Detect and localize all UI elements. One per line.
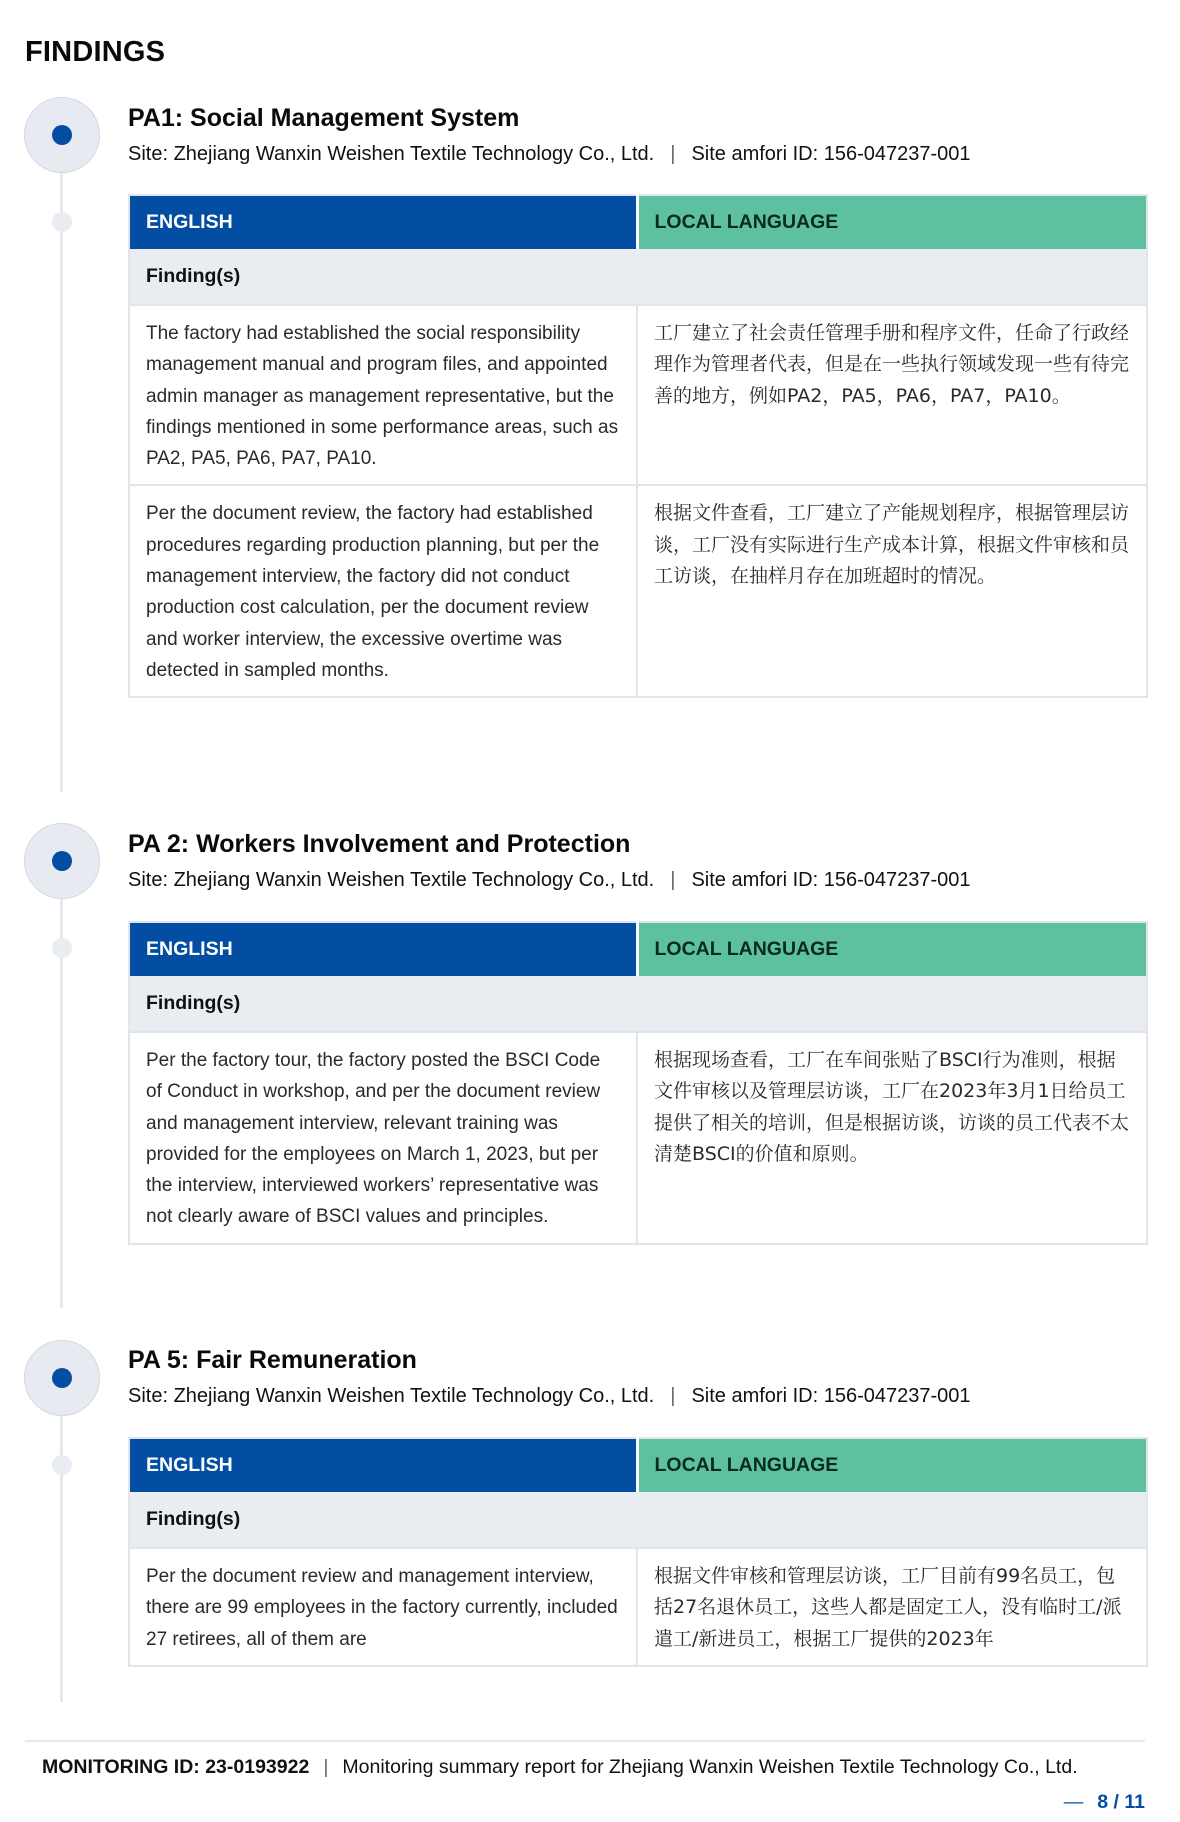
findings-table (128, 921, 1148, 1245)
page-current: 8 (1097, 1791, 1109, 1813)
page-sep: / (1108, 1791, 1125, 1813)
site-id: Site amfori ID: 156-047237-001 (691, 143, 971, 165)
table-row (129, 305, 1147, 485)
timeline-marker-icon (52, 212, 72, 232)
local-language-header: LOCAL LANGUAGE (637, 922, 1147, 976)
site-name: Site: Zhejiang Wanxin Weishen Textile Technology Co., Ltd. (128, 143, 655, 165)
finding-english: Per the document review, the factory had established procedures regarding production planning, but per the management interview, the factory did not conduct production cost calculation, per the document review and worker interview, the excessive overtime was detected in sampled months. (129, 485, 637, 697)
timeline-marker-icon (52, 1455, 72, 1475)
site-name: Site: Zhejiang Wanxin Weishen Textile Technology Co., Ltd. (128, 1385, 655, 1407)
footer-divider (25, 1740, 1145, 1742)
page-total: 11 (1124, 1791, 1145, 1813)
table-row (129, 1548, 1147, 1666)
findings-table (128, 194, 1148, 698)
separator: | (323, 1756, 329, 1778)
finding-local: 根据文件查看，工厂建立了产能规划程序，根据管理层访谈，工厂没有实际进行生产成本计算，根据文件审核和员工访谈，在抽样月存在加班超时的情况。 (637, 485, 1147, 697)
table-row (129, 1032, 1147, 1244)
table-row (129, 485, 1147, 697)
timeline-dot-core (52, 1368, 72, 1388)
finding-local: 工厂建立了社会责任管理手册和程序文件，任命了行政经理作为管理者代表，但是在一些执行领域发现一些有待完善的地方，例如PA2，PA5，PA6，PA7，PA10。 (637, 305, 1147, 485)
english-header: ENGLISH (129, 195, 637, 249)
findings-label: Finding(s) (129, 1492, 1147, 1548)
separator: | (670, 1385, 676, 1407)
separator: | (670, 143, 676, 165)
footer (42, 1756, 1078, 1779)
page-number (1064, 1791, 1145, 1814)
site-id: Site amfori ID: 156-047237-001 (691, 869, 971, 891)
timeline-dot-icon (24, 97, 100, 173)
report-text: Monitoring summary report for Zhejiang Wanxin Weishen Textile Technology Co., Ltd. (342, 1756, 1078, 1778)
finding-english: Per the factory tour, the factory posted the BSCI Code of Conduct in workshop, and per the document review and management interview, relevant training was provided for the employees on March 1, 2023, but per the interview, interviewed workers’ representative was not clearly aware of BSCI values and principles. (129, 1032, 637, 1244)
site-name: Site: Zhejiang Wanxin Weishen Textile Technology Co., Ltd. (128, 869, 655, 891)
timeline-dot-icon (24, 823, 100, 899)
section-title: PA 5: Fair Remuneration (128, 1346, 417, 1374)
local-language-header: LOCAL LANGUAGE (637, 195, 1147, 249)
timeline-dot-icon (24, 1340, 100, 1416)
site-info (128, 1385, 971, 1408)
timeline-line (60, 170, 63, 792)
findings-table (128, 1437, 1148, 1667)
finding-local: 根据文件审核和管理层访谈，工厂目前有99名员工，包括27名退休员工，这些人都是固定工人，没有临时工/派遣工/新进员工，根据工厂提供的2023年 (637, 1548, 1147, 1666)
timeline-dot-core (52, 125, 72, 145)
findings-label: Finding(s) (129, 249, 1147, 305)
section-title: PA 2: Workers Involvement and Protection (128, 830, 631, 858)
finding-english: Per the document review and management interview, there are 99 employees in the factory currently, included 27 retirees, all of them are (129, 1548, 637, 1666)
page-title: FINDINGS (25, 36, 166, 68)
findings-label: Finding(s) (129, 976, 1147, 1032)
finding-local: 根据现场查看，工厂在车间张贴了BSCI行为准则，根据文件审核以及管理层访谈，工厂在2023年3月1日给员工提供了相关的培训，但是根据访谈，访谈的员工代表不太清楚BSCI的价值和原则。 (637, 1032, 1147, 1244)
site-info (128, 869, 971, 892)
section-title: PA1: Social Management System (128, 104, 520, 132)
site-info (128, 143, 971, 166)
local-language-header: LOCAL LANGUAGE (637, 1438, 1147, 1492)
timeline-dot-core (52, 851, 72, 871)
english-header: ENGLISH (129, 922, 637, 976)
finding-english: The factory had established the social responsibility management manual and program files, and appointed admin manager as management representative, but the findings mentioned in some performance areas, such as PA2, PA5, PA6, PA7, PA10. (129, 305, 637, 485)
separator: | (670, 869, 676, 891)
monitoring-id: MONITORING ID: 23-0193922 (42, 1756, 310, 1778)
pager-dash: — (1063, 1791, 1084, 1813)
site-id: Site amfori ID: 156-047237-001 (691, 1385, 971, 1407)
timeline-marker-icon (52, 938, 72, 958)
english-header: ENGLISH (129, 1438, 637, 1492)
